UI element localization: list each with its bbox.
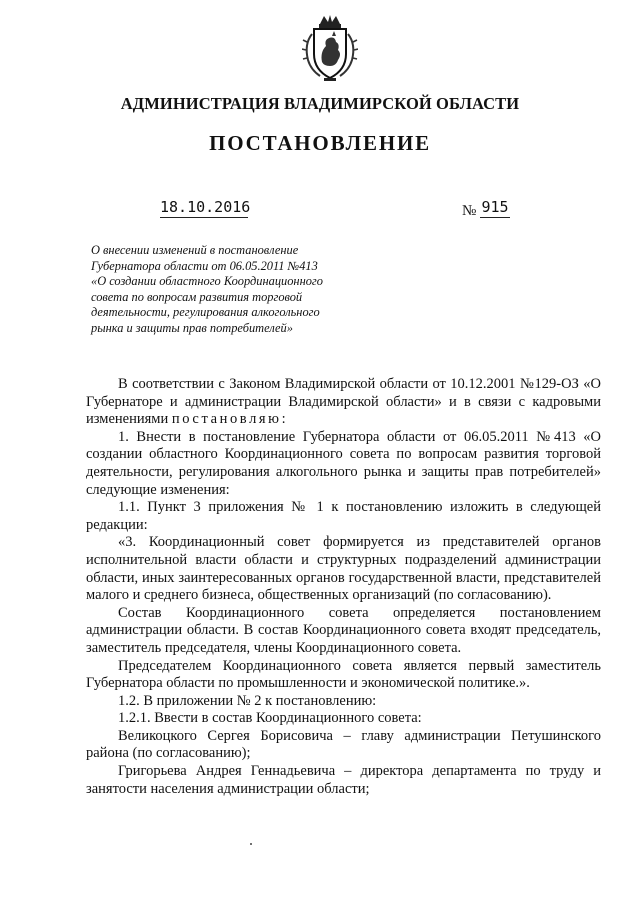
organization-title: АДМИНИСТРАЦИЯ ВЛАДИМИРСКОЙ ОБЛАСТИ	[120, 94, 520, 113]
clause-1-2: 1.2. В приложении № 2 к постановлению:	[118, 692, 377, 709]
document-body	[86, 376, 601, 798]
subject-line: деятельности, регулирования алкогольного	[91, 305, 320, 319]
clause-1-1: 1.1. Пункт 3 приложения № 1 к постановлению изложить в следующей редакции:	[86, 499, 601, 533]
clause-1: 1. Внести в постановление Губернатора области от 06.05.2011 №413 «О создании областного Координационного совета по вопросам развития торговой деятельности, регулирования алкогольного рынка и защиты прав потребителей» следующие изменения:	[86, 428, 601, 498]
scan-speck	[250, 843, 252, 845]
subject-line: Губернатора области от 06.05.2011 №413	[91, 258, 318, 273]
document-type: ПОСТАНОВЛЕНИЕ	[209, 131, 431, 155]
preamble-colon: :	[281, 411, 286, 428]
subject-line: рынка и защиты прав потребителей»	[91, 320, 293, 335]
member-paragraph: Великоцкого Сергея Борисовича – главу администрации Петушинского района (по согласованию);	[86, 727, 601, 762]
number-label: №	[462, 203, 477, 219]
member-paragraph: Григорьева Андрея Геннадьевича – директора департамента по труду и занятости населения администрации области;	[86, 763, 601, 797]
document-date: 18.10.2016	[160, 198, 251, 216]
document-subject	[91, 243, 351, 336]
coat-of-arms-icon	[302, 14, 358, 82]
subject-line: «О создании областного Координационного	[91, 274, 323, 288]
chairman-paragraph: Председателем Координационного совета является первый заместитель Губернатора области по промышленности и экономической политике.».	[86, 657, 601, 692]
preamble-paragraph	[86, 376, 601, 429]
resolve-word: постановляю	[171, 411, 282, 428]
clause-3-quote: «3. Координационный совет формируется из представителей органов исполнительной власти области и структурных подразделений администрации области, иных заинтересованных органов государственной власти, представителей малого и среднего бизнеса, общественных организаций (по согласованию).	[86, 534, 601, 604]
subject-line: О внесении изменений в постановление	[91, 243, 299, 257]
composition-paragraph: Состав Координационного совета определяется постановлением администрации области. В состав Координационного совета входят председатель, заместитель председателя, члены Координационного совета.	[86, 604, 601, 656]
document-number: 915	[481, 198, 509, 216]
preamble-text: В соответствии с Законом Владимирской области от 10.12.2001 №129-ОЗ «О Губернаторе и администрации Владимирской области» и в связи с кадровыми изменениями	[86, 376, 601, 428]
clause-1-2-1: 1.2.1. Ввести в состав Координационного совета:	[118, 710, 422, 727]
subject-line: совета по вопросам развития торговой	[91, 289, 303, 304]
